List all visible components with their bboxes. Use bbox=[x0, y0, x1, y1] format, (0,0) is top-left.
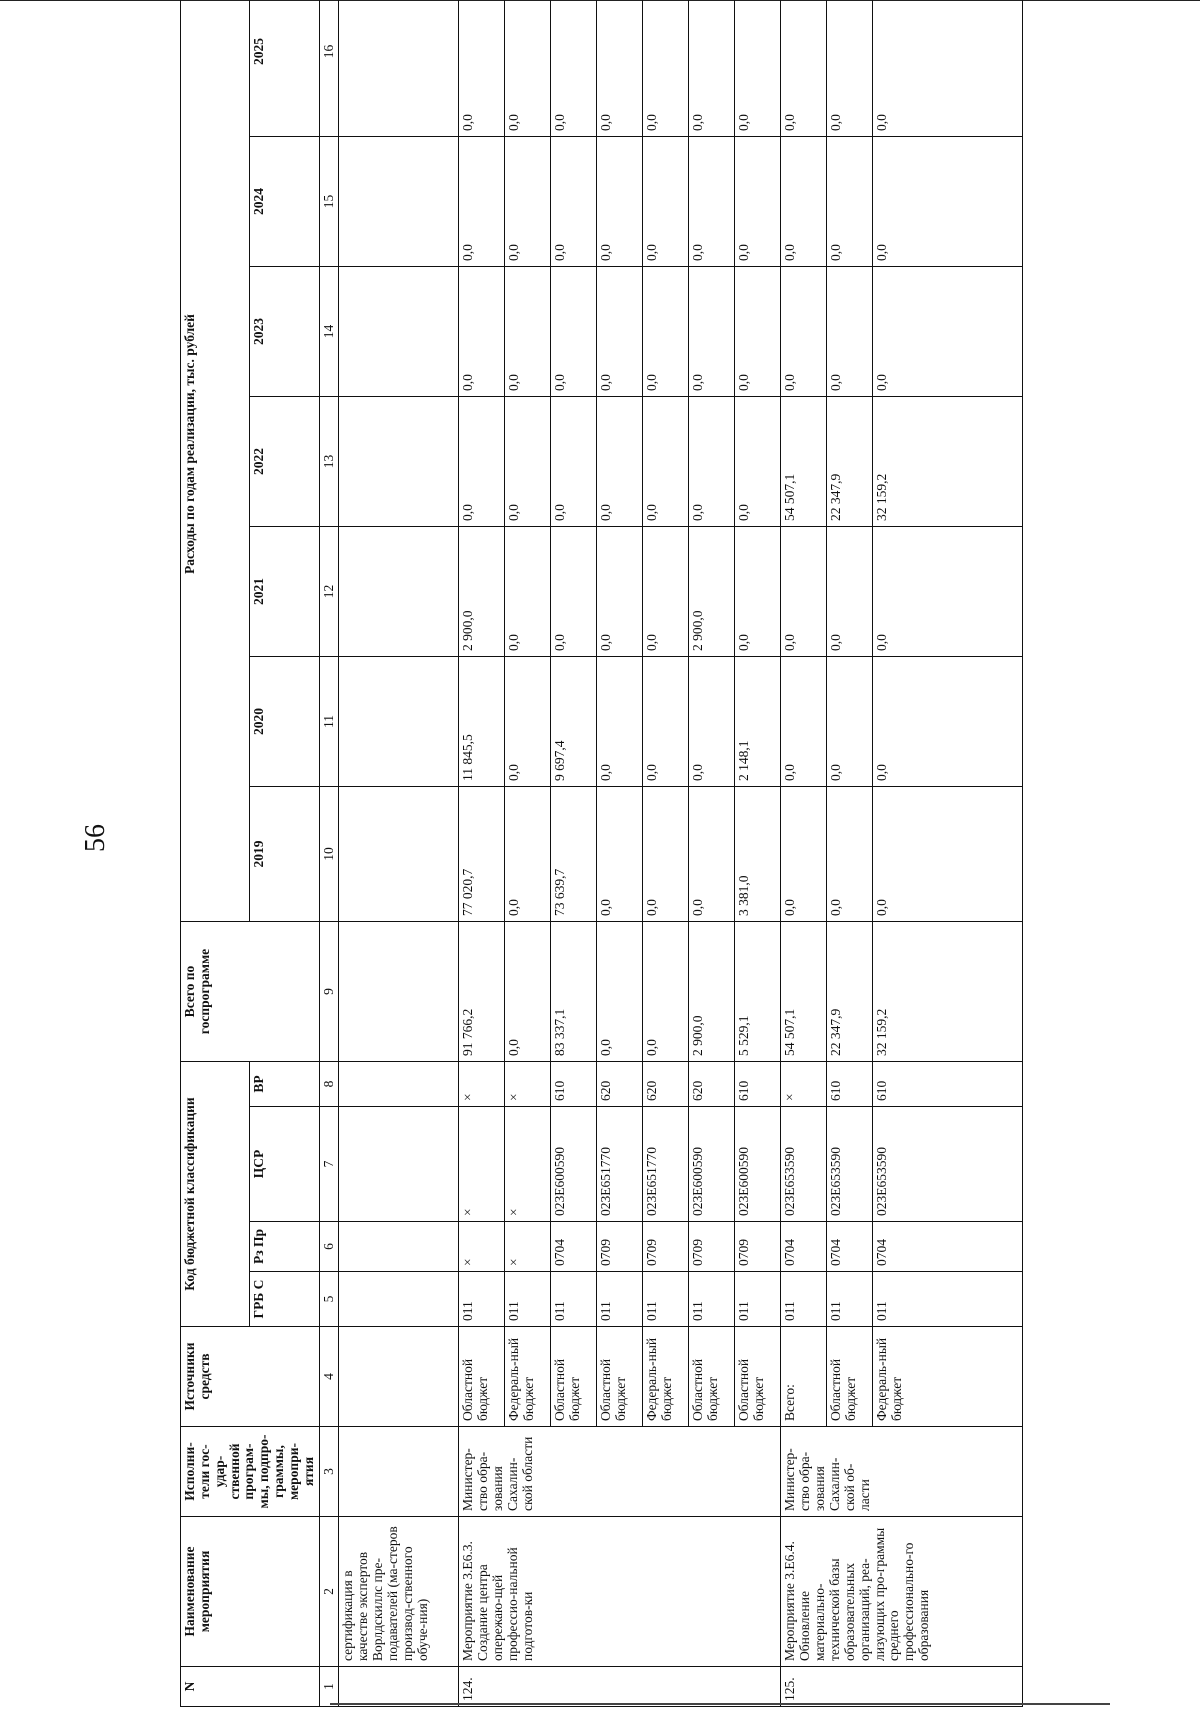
cell-source: Областной бюджет bbox=[689, 1327, 735, 1427]
cell-y2024: 0,0 bbox=[459, 137, 505, 267]
cell-total: 54 507,1 bbox=[781, 922, 827, 1062]
cell-csr: 023E653590 bbox=[827, 1107, 873, 1222]
cell-rzpr: × bbox=[505, 1222, 551, 1272]
cell-y2023: 0,0 bbox=[827, 267, 873, 397]
column-number: 2 bbox=[319, 1517, 339, 1667]
cell-total: 91 766,2 bbox=[459, 922, 505, 1062]
cell-empty bbox=[339, 1667, 459, 1707]
header-year: 2025 bbox=[250, 0, 319, 137]
cell-y2024: 0,0 bbox=[873, 137, 1023, 267]
cell-y2023: 0,0 bbox=[689, 267, 735, 397]
cell-y2022: 0,0 bbox=[459, 397, 505, 527]
cell-y2023: 0,0 bbox=[873, 267, 1023, 397]
header-year: 2023 bbox=[250, 267, 319, 397]
cell-y2019: 0,0 bbox=[781, 787, 827, 922]
cell-y2019: 77 020,7 bbox=[459, 787, 505, 922]
cell-rzpr: 0704 bbox=[827, 1222, 873, 1272]
cell-y2024: 0,0 bbox=[689, 137, 735, 267]
cell-y2025: 0,0 bbox=[459, 0, 505, 137]
cell-y2025: 0,0 bbox=[873, 0, 1023, 137]
cell-y2021: 2 900,0 bbox=[459, 527, 505, 657]
header-row-1 bbox=[181, 0, 250, 1707]
cell-y2022: 32 159,2 bbox=[873, 397, 1023, 527]
cell-y2024: 0,0 bbox=[643, 137, 689, 267]
cell-csr: 023E651770 bbox=[643, 1107, 689, 1222]
column-number: 4 bbox=[319, 1327, 339, 1427]
cell-source: Областной бюджет bbox=[827, 1327, 873, 1427]
cell-grbs: 011 bbox=[689, 1272, 735, 1327]
cell-y2022: 0,0 bbox=[643, 397, 689, 527]
cell-csr: × bbox=[459, 1107, 505, 1222]
column-number: 9 bbox=[319, 922, 339, 1062]
cell-y2020: 0,0 bbox=[781, 657, 827, 787]
cell-source: Федераль-ный бюджет bbox=[873, 1327, 1023, 1427]
cell-vr: × bbox=[459, 1062, 505, 1107]
event-number: 124. bbox=[459, 1667, 781, 1707]
continuation-name: сертификация в качестве экспертов Ворлдскиллс пре-подавателей (ма-стеров производ-ственного обуче-ния) bbox=[339, 1517, 459, 1667]
header-executors: Исполни-тели гос-удар-ственной програм-мы, подпро-граммы, меропри-ятия bbox=[181, 1427, 320, 1517]
cell-y2022: 0,0 bbox=[505, 397, 551, 527]
cell-y2022: 0,0 bbox=[689, 397, 735, 527]
cell-y2025: 0,0 bbox=[597, 0, 643, 137]
cell-y2021: 0,0 bbox=[827, 527, 873, 657]
cell-y2019: 0,0 bbox=[827, 787, 873, 922]
cell-y2019: 0,0 bbox=[597, 787, 643, 922]
cell-vr: 620 bbox=[597, 1062, 643, 1107]
table-body bbox=[339, 0, 1023, 1707]
cell-y2023: 0,0 bbox=[597, 267, 643, 397]
cell-y2022: 54 507,1 bbox=[781, 397, 827, 527]
cell-y2021: 0,0 bbox=[873, 527, 1023, 657]
cell-rzpr: 0709 bbox=[689, 1222, 735, 1272]
cell-total: 22 347,9 bbox=[827, 922, 873, 1062]
cell-y2023: 0,0 bbox=[459, 267, 505, 397]
cell-source: Всего: bbox=[781, 1327, 827, 1427]
column-numbers-row bbox=[319, 0, 339, 1707]
cell-grbs: 011 bbox=[459, 1272, 505, 1327]
column-number: 10 bbox=[319, 787, 339, 922]
header-csr: ЦСР bbox=[250, 1107, 319, 1222]
page-number: 56 bbox=[80, 824, 111, 852]
cell-total: 32 159,2 bbox=[873, 922, 1023, 1062]
cell-y2019: 0,0 bbox=[873, 787, 1023, 922]
header-expenses-by-year: Расходы по годам реализации, тыс. рублей bbox=[181, 0, 250, 922]
cell-y2020: 0,0 bbox=[643, 657, 689, 787]
header-rzpr: Рз Пр bbox=[250, 1222, 319, 1272]
cell-grbs: 011 bbox=[597, 1272, 643, 1327]
cell-y2025: 0,0 bbox=[551, 0, 597, 137]
cell-rzpr: 0709 bbox=[597, 1222, 643, 1272]
cell-y2024: 0,0 bbox=[827, 137, 873, 267]
cell-source: Областной бюджет bbox=[551, 1327, 597, 1427]
header-n: N bbox=[181, 1667, 320, 1707]
cell-source: Областной бюджет bbox=[459, 1327, 505, 1427]
header-grbs: ГРБ С bbox=[250, 1272, 319, 1327]
header-sources: Источники средств bbox=[181, 1327, 320, 1427]
cell-grbs: 011 bbox=[505, 1272, 551, 1327]
cell-vr: 610 bbox=[551, 1062, 597, 1107]
cell-y2019: 0,0 bbox=[643, 787, 689, 922]
column-number: 7 bbox=[319, 1107, 339, 1222]
cell-vr: 610 bbox=[873, 1062, 1023, 1107]
header-total: Всего по госпрограмме bbox=[181, 922, 320, 1062]
cell-vr: × bbox=[781, 1062, 827, 1107]
cell-grbs: 011 bbox=[781, 1272, 827, 1327]
cell-csr: × bbox=[505, 1107, 551, 1222]
cell-csr: 023E600590 bbox=[689, 1107, 735, 1222]
column-number: 14 bbox=[319, 267, 339, 397]
cell-vr: 610 bbox=[735, 1062, 781, 1107]
cell-y2020: 0,0 bbox=[505, 657, 551, 787]
budget-table-rotated bbox=[180, 37, 1180, 1707]
cell-y2019: 0,0 bbox=[505, 787, 551, 922]
header-year: 2021 bbox=[250, 527, 319, 657]
cell-y2021: 0,0 bbox=[597, 527, 643, 657]
cell-grbs: 011 bbox=[827, 1272, 873, 1327]
cell-y2021: 0,0 bbox=[781, 527, 827, 657]
cell-y2021: 0,0 bbox=[643, 527, 689, 657]
table-row bbox=[459, 0, 505, 1707]
cell-y2025: 0,0 bbox=[643, 0, 689, 137]
cell-y2024: 0,0 bbox=[597, 137, 643, 267]
event-executor: Министер-ство обра-зования Сахалин-ской области bbox=[459, 1427, 781, 1517]
header-vr: ВР bbox=[250, 1062, 319, 1107]
column-number: 16 bbox=[319, 0, 339, 137]
cell-y2020: 0,0 bbox=[827, 657, 873, 787]
cell-y2024: 0,0 bbox=[735, 137, 781, 267]
cell-y2024: 0,0 bbox=[781, 137, 827, 267]
cell-y2022: 0,0 bbox=[551, 397, 597, 527]
cell-y2025: 0,0 bbox=[735, 0, 781, 137]
cell-y2024: 0,0 bbox=[551, 137, 597, 267]
cell-csr: 023E651770 bbox=[597, 1107, 643, 1222]
cell-y2020: 9 697,4 bbox=[551, 657, 597, 787]
header-year: 2024 bbox=[250, 137, 319, 267]
cell-rzpr: 0709 bbox=[643, 1222, 689, 1272]
cell-y2022: 0,0 bbox=[597, 397, 643, 527]
cell-grbs: 011 bbox=[873, 1272, 1023, 1327]
header-year: 2020 bbox=[250, 657, 319, 787]
event-name: Мероприятие 3.Е6.3. Создание центра опережаю-щей профессио-нальной подготов-ки bbox=[459, 1517, 781, 1667]
cell-csr: 023E653590 bbox=[873, 1107, 1023, 1222]
table-row bbox=[781, 0, 827, 1707]
cell-y2025: 0,0 bbox=[827, 0, 873, 137]
cell-y2022: 22 347,9 bbox=[827, 397, 873, 527]
cell-source: Федераль-ный бюджет bbox=[643, 1327, 689, 1427]
cell-y2021: 0,0 bbox=[551, 527, 597, 657]
cell-vr: 610 bbox=[827, 1062, 873, 1107]
cell-y2019: 3 381,0 bbox=[735, 787, 781, 922]
cell-y2020: 0,0 bbox=[597, 657, 643, 787]
cell-y2020: 11 845,5 bbox=[459, 657, 505, 787]
column-number: 11 bbox=[319, 657, 339, 787]
cell-vr: 620 bbox=[643, 1062, 689, 1107]
cell-y2022: 0,0 bbox=[735, 397, 781, 527]
column-number: 13 bbox=[319, 397, 339, 527]
cell-y2021: 0,0 bbox=[505, 527, 551, 657]
cell-y2023: 0,0 bbox=[735, 267, 781, 397]
cell-source: Федераль-ный бюджет bbox=[505, 1327, 551, 1427]
cell-rzpr: 0704 bbox=[551, 1222, 597, 1272]
cell-y2023: 0,0 bbox=[781, 267, 827, 397]
cell-y2025: 0,0 bbox=[689, 0, 735, 137]
cell-y2023: 0,0 bbox=[551, 267, 597, 397]
cell-y2021: 2 900,0 bbox=[689, 527, 735, 657]
cell-rzpr: × bbox=[459, 1222, 505, 1272]
cell-total: 0,0 bbox=[643, 922, 689, 1062]
column-number: 15 bbox=[319, 137, 339, 267]
cell-source: Областной бюджет bbox=[735, 1327, 781, 1427]
header-year: 2019 bbox=[250, 787, 319, 922]
cell-rzpr: 0704 bbox=[873, 1222, 1023, 1272]
header-budget-code: Код бюджетной классификации bbox=[181, 1062, 250, 1327]
column-number: 5 bbox=[319, 1272, 339, 1327]
cell-y2025: 0,0 bbox=[505, 0, 551, 137]
header-year: 2022 bbox=[250, 397, 319, 527]
event-name: Мероприятие 3.Е6.4. Обновление материально-технической базы образовательных организаций, реа-лизующих про-граммы среднего профессионально-го образования bbox=[781, 1517, 1023, 1667]
cell-y2024: 0,0 bbox=[505, 137, 551, 267]
cell-csr: 023E653590 bbox=[781, 1107, 827, 1222]
cell-y2019: 0,0 bbox=[689, 787, 735, 922]
column-number: 12 bbox=[319, 527, 339, 657]
scan-edge-line bbox=[330, 1703, 1110, 1705]
header-name: Наименование мероприятия bbox=[181, 1517, 320, 1667]
cell-csr: 023E600590 bbox=[551, 1107, 597, 1222]
event-number: 125. bbox=[781, 1667, 1023, 1707]
cell-y2020: 0,0 bbox=[689, 657, 735, 787]
cell-y2021: 0,0 bbox=[735, 527, 781, 657]
cell-csr: 023E600590 bbox=[735, 1107, 781, 1222]
cell-y2019: 73 639,7 bbox=[551, 787, 597, 922]
cell-total: 5 529,1 bbox=[735, 922, 781, 1062]
cell-y2023: 0,0 bbox=[643, 267, 689, 397]
cell-grbs: 011 bbox=[643, 1272, 689, 1327]
column-number: 3 bbox=[319, 1427, 339, 1517]
cell-total: 0,0 bbox=[505, 922, 551, 1062]
cell-total: 0,0 bbox=[597, 922, 643, 1062]
column-number: 6 bbox=[319, 1222, 339, 1272]
cell-grbs: 011 bbox=[551, 1272, 597, 1327]
column-number: 8 bbox=[319, 1062, 339, 1107]
cell-rzpr: 0709 bbox=[735, 1222, 781, 1272]
cell-y2020: 2 148,1 bbox=[735, 657, 781, 787]
cell-y2020: 0,0 bbox=[873, 657, 1023, 787]
cell-y2023: 0,0 bbox=[505, 267, 551, 397]
cell-y2025: 0,0 bbox=[781, 0, 827, 137]
cell-total: 83 337,1 bbox=[551, 922, 597, 1062]
cell-grbs: 011 bbox=[735, 1272, 781, 1327]
continuation-row bbox=[339, 0, 459, 1707]
column-number: 1 bbox=[319, 1667, 339, 1707]
cell-source: Областной бюджет bbox=[597, 1327, 643, 1427]
cell-vr: 620 bbox=[689, 1062, 735, 1107]
cell-total: 2 900,0 bbox=[689, 922, 735, 1062]
cell-vr: × bbox=[505, 1062, 551, 1107]
event-executor: Министер-ство обра-зования Сахалин-ской об-ласти bbox=[781, 1427, 1023, 1517]
budget-table bbox=[180, 0, 1023, 1707]
cell-rzpr: 0704 bbox=[781, 1222, 827, 1272]
